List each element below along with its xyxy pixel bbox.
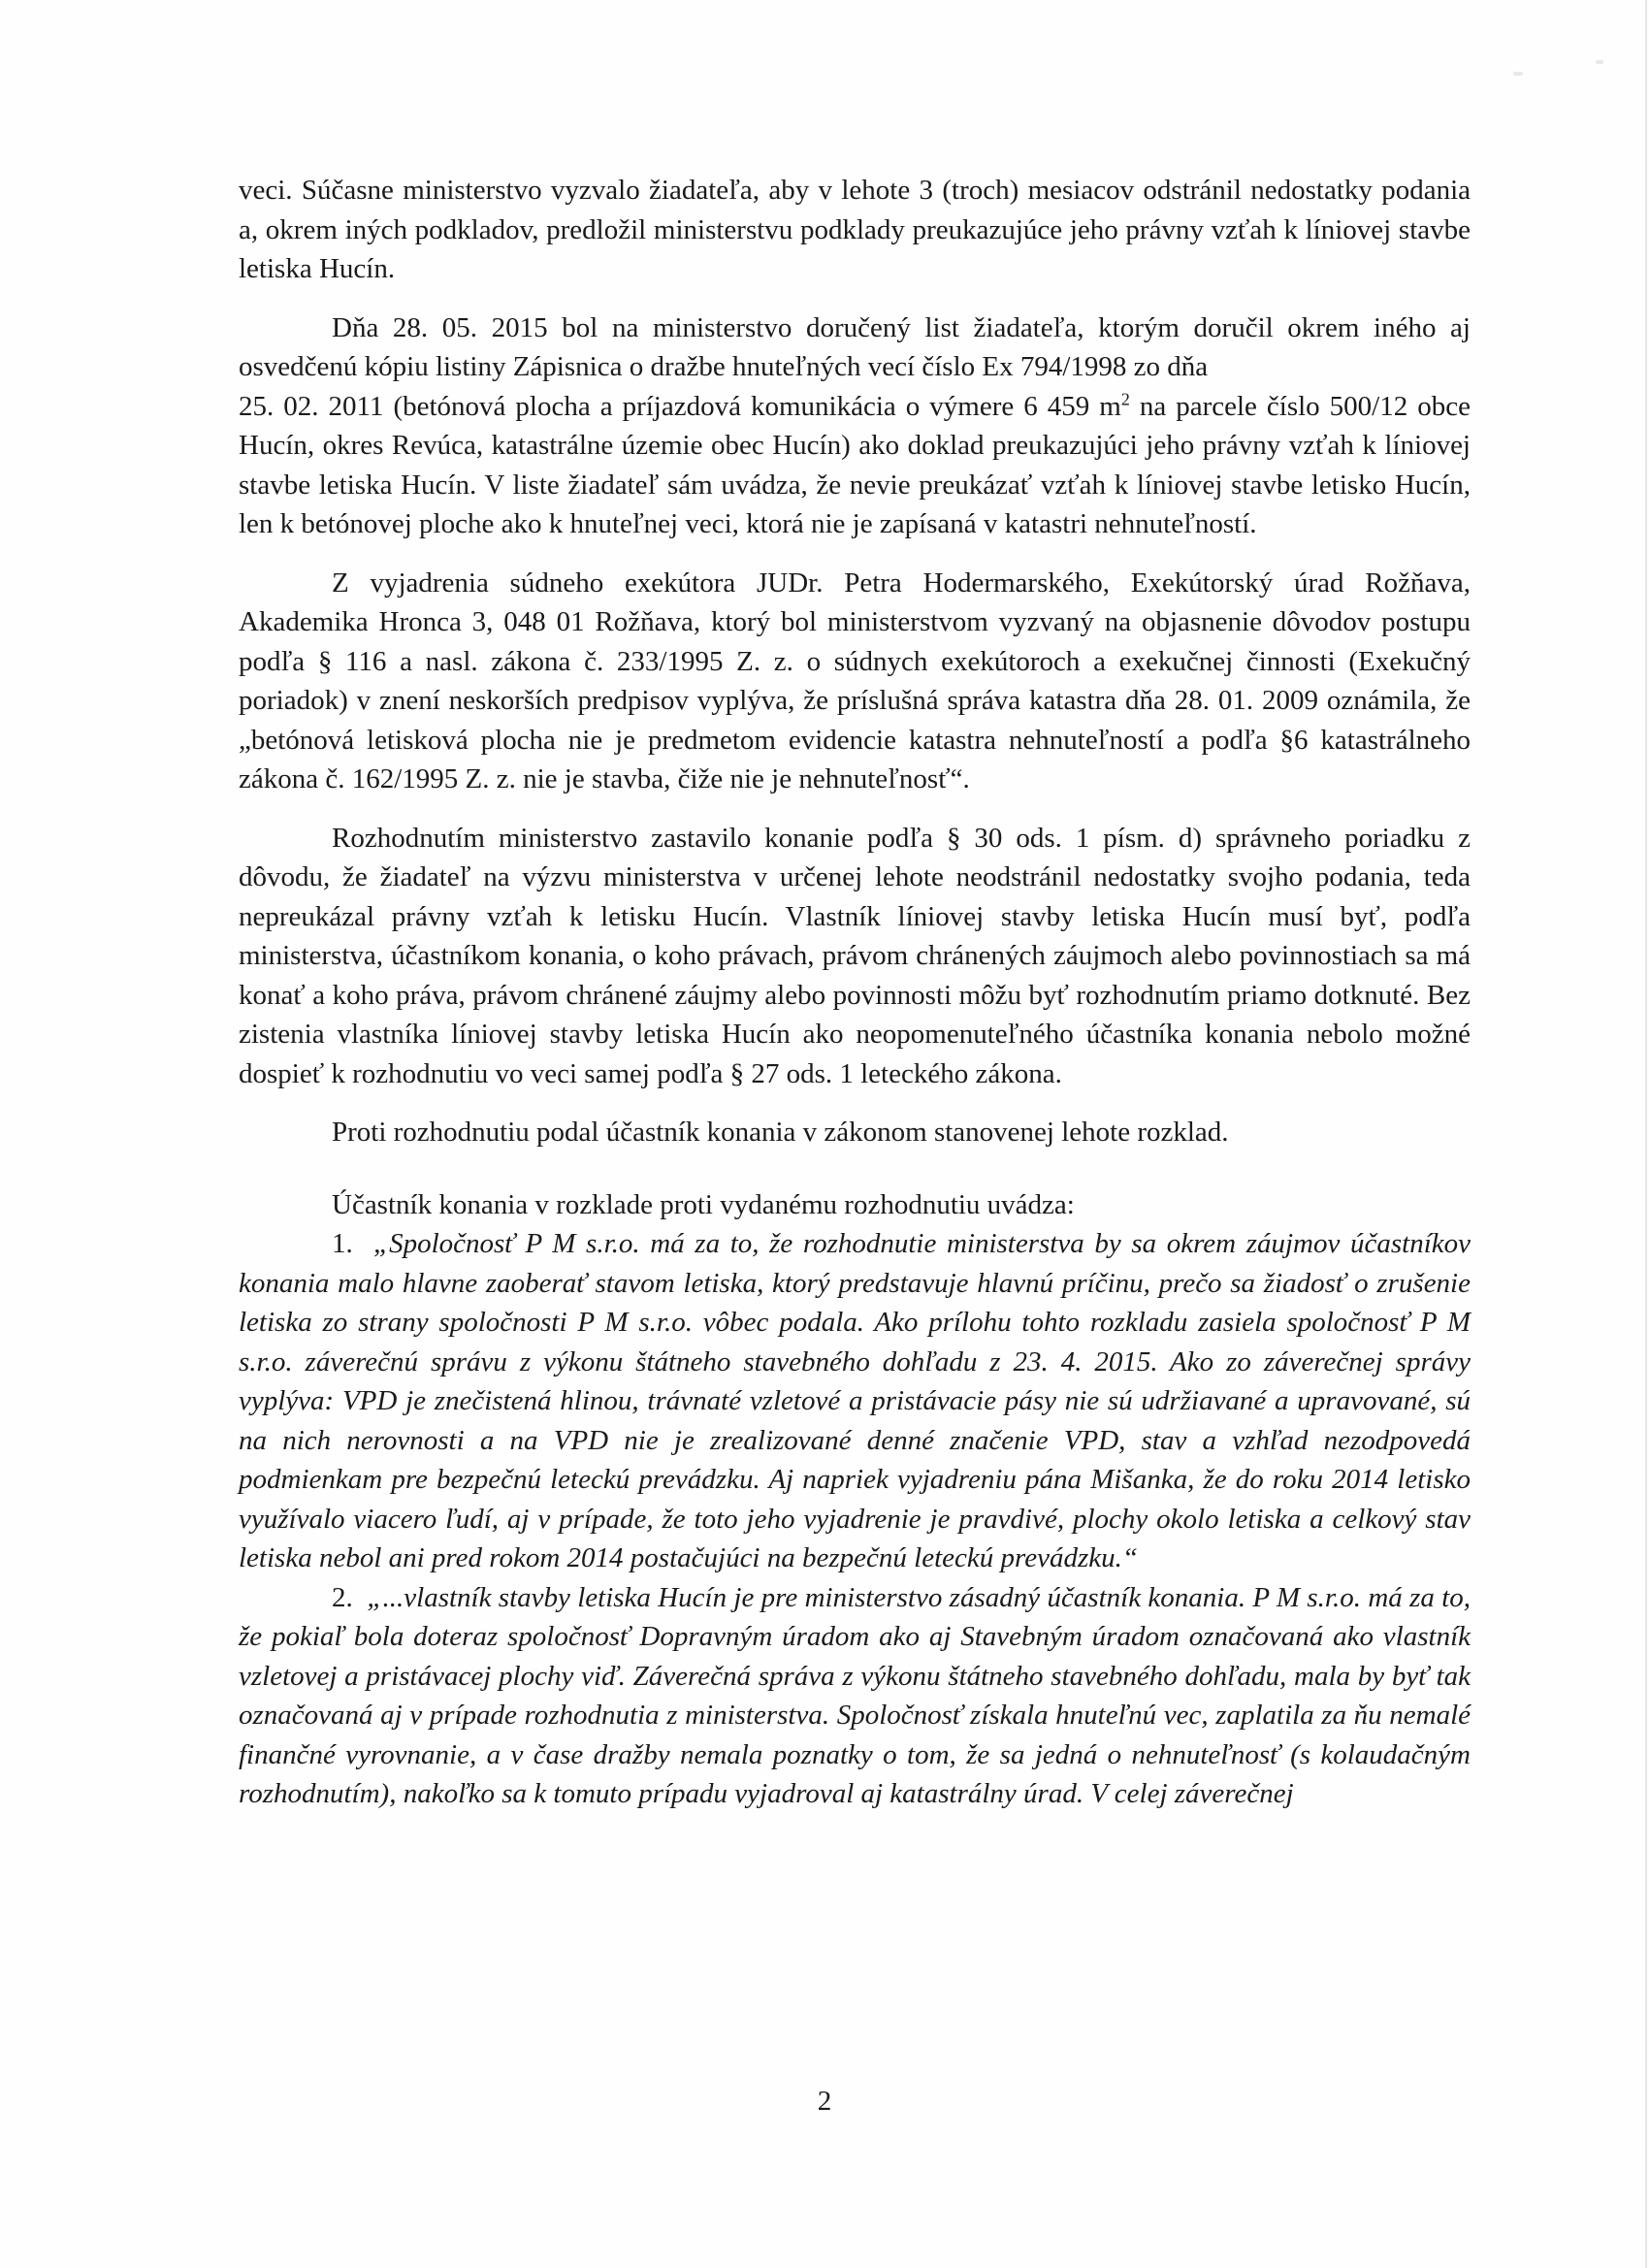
list-item xyxy=(239,1578,1471,1814)
paragraph-decision: Rozhodnutím ministerstvo zastavilo konanie podľa § 30 ods. 1 písm. d) správneho poriadku z dôvodu, že žiadateľ na výzvu ministerstva v určenej lehote neodstránil nedostatky svojho podania, teda nepreukázal právny vzťah k letisku Hucín. Vlastník líniovej stavby letiska Hucín musí byť, podľa ministerstva, účastníkom konania, o koho právach, právom chránených záujmoch alebo povinnostiach sa má konať a koho práva, právom chránené záujmy alebo povinnosti môžu byť rozhodnutím priamo dotknuté. Bez zistenia vlastníka líniovej stavby letiska Hucín ako neopomenuteľného účastníka konania nebolo možné dospieť k rozhodnutiu vo veci samej podľa § 27 ods. 1 leteckého zákona. xyxy=(239,822,1471,1089)
superscript: 2 xyxy=(1120,388,1130,408)
scan-edge xyxy=(1645,0,1647,2268)
paragraph-appeal: Proti rozhodnutiu podal účastník konania v zákonom stanovenej lehote rozklad. xyxy=(332,1117,1229,1148)
list-item-text: „...vlastník stavby letiska Hucín je pre ministerstvo zásadný účastník konania. P M s.r.o. má za to, že pokiaľ bola doteraz spoločnosť Dopravným úradom ako aj Stavebným úradom označovaná ako vlastník vzletovej a pristávacej plochy viď. Záverečná správa z výkonu štátneho stavebného dohľadu, mala by byť tak označovaná aj v prípade rozhodnutia z ministerstva. Spoločnosť získala hnuteľnú vec, zaplatila za ňu nemalé finančné vyrovnanie, a v čase dražby nemala poznatky o tom, že sa jedná o nehnuteľnosť (s kolaudačným rozhodnutím), nakoľko sa k tomuto prípadu vyjadroval aj katastrálny úrad. V celej záverečnej xyxy=(239,1581,1471,1809)
document-body xyxy=(239,171,1471,1814)
paragraph-text: Dňa 28. 05. 2015 bol na ministerstvo doručený list žiadateľa, ktorým doručil okrem iného aj osvedčenú kópiu listiny Zápisnica o dražbe hnuteľných vecí číslo Ex 794/1998 zo dňa xyxy=(239,311,1471,382)
scan-speck xyxy=(1513,72,1523,76)
list-item xyxy=(239,1224,1471,1578)
list-item-text: „Spoločnosť P M s.r.o. má za to, že rozhodnutie ministerstva by sa okrem záujmov účastníkov konania malo hlavne zaoberať stavom letiska, ktorý predstavuje hlavnú príčinu, prečo sa žiadosť o zrušenie letiska zo strany spoločnosti P M s.r.o. vôbec podala. Ako prílohu tohto rozkladu zasiela spoločnosť P M s.r.o. záverečnú správu z výkonu štátneho stavebného dohľadu z 23. 4. 2015. Ako zo záverečnej správy vyplýva: VPD je znečistená hlinou, trávnaté vzletové a pristávacie pásy nie sú udržiavané a upravované, sú na nich nerovnosti a na VPD nie je zrealizované denné značenie VPD, stav a vzhľad nezodpovedá podmienkam pre bezpečnú leteckú prevádzku. Aj napriek vyjadreniu pána Mišanka, že do roku 2014 letisko využívalo viacero ľudí, aj v prípade, že toto jeho vyjadrenie je pravdivé, plochy okolo letiska a celkový stav letiska nebol ani pred rokom 2014 postačujúci na bezpečnú leteckú prevádzku.“ xyxy=(239,1228,1471,1573)
list-item-number: 2. xyxy=(332,1581,353,1613)
paragraph-text: na parcele číslo 500/12 obce Hucín, okres Revúca, katastrálne územie obec Hucín) ako doklad preukazujúci jeho právny vzťah k líniovej stavbe letiska Hucín. V liste žiadateľ sám uvádza, že nevie preukázať vzťah k líniovej stavbe letisko Hucín, len k betónovej ploche ako k hnuteľnej veci, ktorá nie je zapísaná v katastri nehnuteľností. xyxy=(239,390,1471,539)
paragraph-continuation: veci. Súčasne ministerstvo vyzvalo žiadateľa, aby v lehote 3 (troch) mesiacov odstránil nedostatky podania a, okrem iných podkladov, predložil ministerstvu podklady preukazujúce jeho právny vzťah k líniovej stavbe letiska Hucín. xyxy=(239,175,1471,284)
paragraph-appeal-intro: Účastník konania v rozklade proti vydanému rozhodnutiu uvádza: xyxy=(332,1188,1075,1220)
paragraph-text: 25. 02. 2011 (betónová plocha a príjazdová komunikácia o výmere 6 459 m xyxy=(239,390,1121,422)
paragraph-executor-statement: Z vyjadrenia súdneho exekútora JUDr. Petra Hodermarského, Exekútorský úrad Rožňava, Akademika Hronca 3, 048 01 Rožňava, ktorý bol ministerstvom vyzvaný na objasnenie dôvodov postupu podľa § 116 a nasl. zákona č. 233/1995 Z. z. o súdnych exekútoroch a exekučnej činnosti (Exekučný poriadok) v znení neskorších predpisov vyplýva, že príslušná správa katastra dňa 28. 01. 2009 oznámila, že „betónová letisková plocha nie je predmetom evidencie katastra nehnuteľností a podľa §6 katastrálneho zákona č. 162/1995 Z. z. nie je stavba, čiže nie je nehnuteľnosť“. xyxy=(239,567,1471,794)
list-item-number: 1. xyxy=(332,1228,353,1259)
page-number: 2 xyxy=(817,2086,832,2117)
paragraph-letter-delivery xyxy=(239,308,1471,544)
scan-speck xyxy=(1596,60,1603,64)
